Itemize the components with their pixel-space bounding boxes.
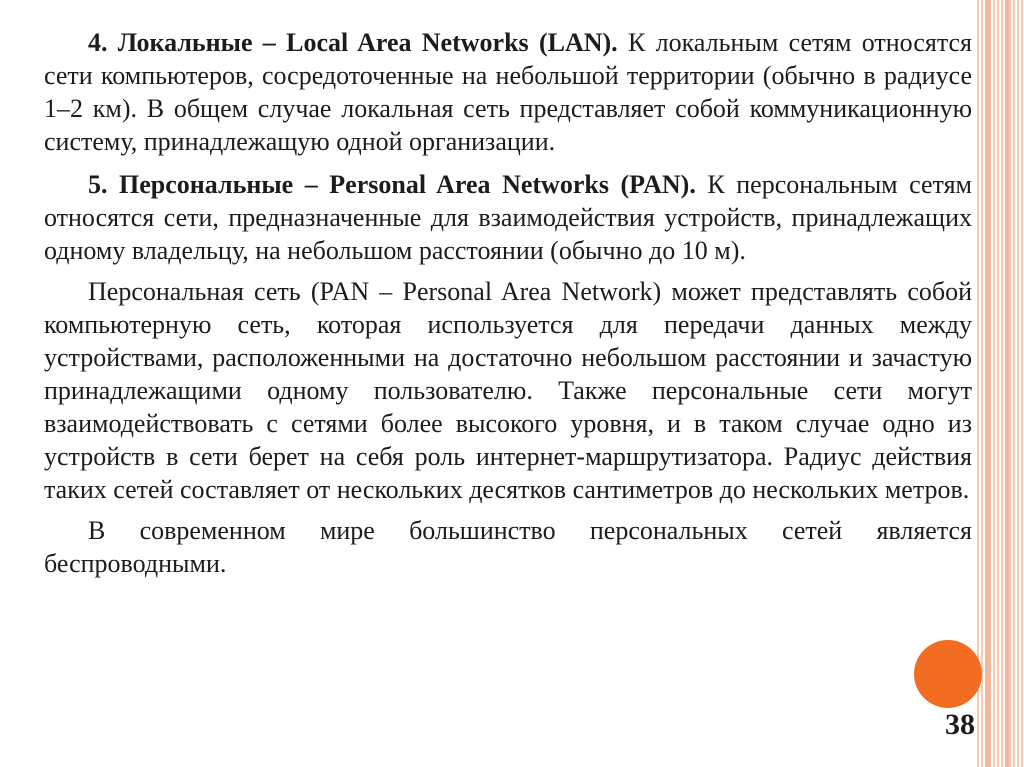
slide-body xyxy=(44,26,972,590)
paragraph-pan-text: К персональным сетям относятся сети, предназначенные для взаимодействия устройств, принадлежащих одному владельцу, на небольшом расстоянии (обычно до 10 м). xyxy=(44,170,972,265)
paragraph-pan-description-text: Персональная сеть (PAN – Personal Area Network) может представлять собой компьютерную сеть, которая используется для передачи данных между устройствами, расположенными на достаточно небольшом расстоянии и зачастую принадлежащими одному пользователю. Также персональные сети могут взаимодействовать с сетями более высокого уровня, и в таком случае одно из устройств в сети берет на себя роль интернет-маршрутизатора. Радиус действия таких сетей составляет от нескольких десятков сантиметров до нескольких метров. xyxy=(44,277,972,504)
accent-circle xyxy=(914,640,982,708)
paragraph-pan xyxy=(44,168,972,267)
paragraph-lan xyxy=(44,26,972,158)
paragraph-lan-text: К локальным сетям относятся сети компьютеров, сосредоточенные на небольшой территории (обычно в радиусе 1–2 км). В общем случае локальная сеть представляет собой коммуникационную систему, принадлежащую одной организации. xyxy=(44,28,972,156)
paragraph-pan-heading: 5. Персональные – Personal Area Networks (PAN). xyxy=(88,170,696,199)
paragraph-lan-heading: 4. Локальные – Local Area Networks (LAN). xyxy=(88,28,618,57)
paragraph-wireless-text: В современном мире большинство персональных сетей является беспроводными. xyxy=(44,516,972,578)
decorative-striped-border xyxy=(977,0,1024,767)
paragraph-pan-description xyxy=(44,275,972,506)
paragraph-wireless xyxy=(44,514,972,580)
page-number: 38 xyxy=(945,708,975,741)
